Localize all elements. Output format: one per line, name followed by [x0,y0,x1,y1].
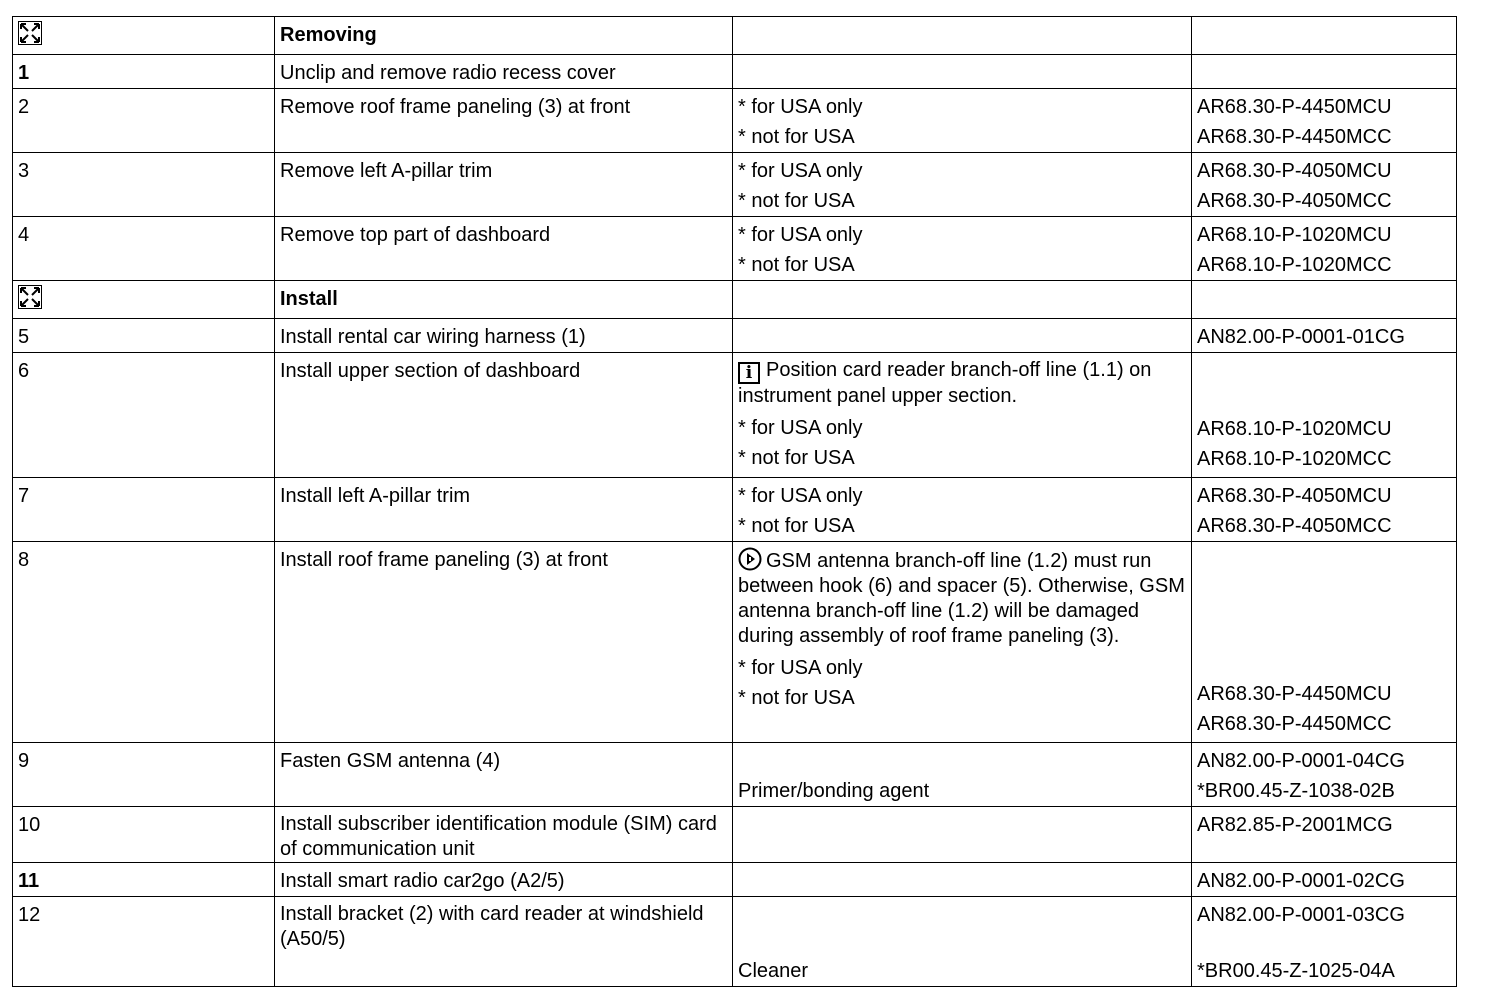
step-cell [13,353,275,478]
step-cell [13,217,275,281]
note-text [738,746,1187,776]
notes-cell [733,353,1192,478]
info-icon: i [738,362,760,384]
ref-link[interactable]: AR82.85-P-2001MCG [1197,814,1393,836]
refs-cell [1192,217,1457,281]
refs-cell [1192,55,1457,89]
refs-cell [1192,542,1457,743]
step-number: 1 [18,62,30,84]
step-action: Unclip and remove radio recess cover [280,62,616,84]
table-row [13,153,1457,217]
step-number: 3 [18,160,30,182]
info-note-text: Position card reader branch-off line (1.1) on instrument panel upper section. [738,359,1152,407]
ref-link[interactable]: AR68.30-P-4450MCC [1197,126,1392,148]
ref-link[interactable]: AN82.00-P-0001-01CG [1197,326,1405,348]
ref-link[interactable]: AR68.30-P-4050MCU [1197,160,1392,182]
ref-link[interactable]: AR68.30-P-4450MCC [1197,713,1392,735]
step-cell [13,542,275,743]
refs-cell [1192,807,1457,863]
warning-note [738,545,1187,649]
ref-link[interactable]: AR68.30-P-4450MCU [1197,96,1392,118]
note-text: * for USA only [738,224,863,246]
step-cell [13,89,275,153]
ref-link[interactable]: *BR00.45-Z-1038-02B [1197,780,1395,802]
action-cell [275,281,733,319]
table-row [13,542,1457,743]
step-number: 2 [18,96,30,118]
table-row-install-header [13,281,1457,319]
action-cell [275,17,733,55]
notes-cell [733,89,1192,153]
notes-cell [733,897,1192,987]
ref-link[interactable]: AR68.10-P-1020MCU [1197,224,1392,246]
step-cell [13,17,275,55]
action-cell [275,807,733,863]
step-action: Install bracket (2) with card reader at windshield (A50/5) [280,903,704,950]
step-action: Install subscriber identification module (SIM) card of communication unit [280,813,717,860]
action-cell [275,542,733,743]
step-number: 6 [18,360,30,382]
refs-cell [1192,89,1457,153]
notes-cell [733,743,1192,807]
refs-cell [1192,863,1457,897]
ref-link[interactable]: AR68.30-P-4050MCC [1197,190,1392,212]
notes-cell [733,217,1192,281]
notes-cell [733,17,1192,55]
note-text: * not for USA [738,515,855,537]
step-action: Install left A-pillar trim [280,485,471,507]
step-action: Install smart radio car2go (A2/5) [280,870,565,892]
step-cell [13,55,275,89]
table-row [13,863,1457,897]
step-number: 10 [18,814,41,836]
action-cell [275,319,733,353]
table-row [13,319,1457,353]
note-text: * for USA only [738,160,863,182]
action-cell [275,217,733,281]
action-cell [275,55,733,89]
expand-arrows-icon [18,21,42,45]
note-text: * for USA only [738,417,863,439]
step-number: 12 [18,904,41,926]
refs-cell [1192,353,1457,478]
table-row [13,743,1457,807]
warning-note-text: GSM antenna branch-off line (1.2) must run between hook (6) and spacer (5). Otherwise, GSM antenna branch-off line (1.2) will be damaged during assembly of roof frame paneling (3). [738,550,1185,647]
step-cell [13,281,275,319]
table-row [13,89,1457,153]
ref-link[interactable]: *BR00.45-Z-1025-04A [1197,960,1395,982]
section-title: Removing [280,24,377,46]
action-cell [275,897,733,987]
ref-link[interactable]: AR68.30-P-4050MCU [1197,485,1392,507]
note-text: * for USA only [738,96,863,118]
ref-link[interactable]: AR68.30-P-4450MCU [1197,683,1392,705]
action-cell [275,478,733,542]
note-text: Primer/bonding agent [738,780,930,802]
ref-link[interactable]: AN82.00-P-0001-03CG [1197,904,1405,926]
refs-cell [1192,478,1457,542]
note-text: * not for USA [738,190,855,212]
action-cell [275,89,733,153]
note-text: * not for USA [738,447,855,469]
note-text: * not for USA [738,687,855,709]
step-number: 4 [18,224,30,246]
step-action: Remove top part of dashboard [280,224,551,246]
step-cell [13,863,275,897]
refs-cell [1192,153,1457,217]
notes-cell [733,807,1192,863]
table-row [13,55,1457,89]
refs-cell [1192,281,1457,319]
table-row [13,478,1457,542]
step-cell [13,743,275,807]
note-text: * not for USA [738,126,855,148]
notes-cell [733,863,1192,897]
step-number: 8 [18,549,30,571]
notes-cell [733,319,1192,353]
refs-cell [1192,897,1457,987]
note-text: Cleaner [738,960,809,982]
refs-cell [1192,743,1457,807]
table-row [13,807,1457,863]
action-cell [275,743,733,807]
step-cell [13,897,275,987]
caution-icon [738,547,762,571]
info-note [738,356,1187,409]
note-text: * for USA only [738,485,863,507]
step-action: Install roof frame paneling (3) at front [280,549,608,571]
ref-link[interactable]: AN82.00-P-0001-04CG [1197,750,1405,772]
refs-cell [1192,17,1457,55]
step-number: 7 [18,485,30,507]
table-row-removing-header [13,17,1457,55]
procedure-table [12,16,1457,987]
step-number: 9 [18,750,30,772]
step-action: Remove roof frame paneling (3) at front [280,96,631,118]
action-cell [275,153,733,217]
section-title: Install [280,288,338,310]
ref-link[interactable]: AR68.10-P-1020MCU [1197,418,1392,440]
notes-cell [733,55,1192,89]
step-action: Install rental car wiring harness (1) [280,326,586,348]
step-cell [13,807,275,863]
ref-link[interactable]: AN82.00-P-0001-02CG [1197,870,1405,892]
table-row [13,217,1457,281]
notes-cell [733,542,1192,743]
step-cell [13,478,275,542]
refs-cell [1192,319,1457,353]
notes-cell [733,478,1192,542]
notes-cell [733,281,1192,319]
step-number: 5 [18,326,30,348]
ref-link[interactable]: AR68.30-P-4050MCC [1197,515,1392,537]
note-text: * not for USA [738,254,855,276]
action-cell [275,863,733,897]
ref-link[interactable]: AR68.10-P-1020MCC [1197,254,1392,276]
table-row [13,353,1457,478]
table-row [13,897,1457,987]
step-cell [13,153,275,217]
note-text: * for USA only [738,657,863,679]
expand-arrows-icon [18,285,42,309]
step-number: 11 [18,870,40,892]
step-action: Install upper section of dashboard [280,360,581,382]
action-cell [275,353,733,478]
step-cell [13,319,275,353]
ref-link[interactable]: AR68.10-P-1020MCC [1197,448,1392,470]
step-action: Fasten GSM antenna (4) [280,750,501,772]
notes-cell [733,153,1192,217]
step-action: Remove left A-pillar trim [280,160,493,182]
